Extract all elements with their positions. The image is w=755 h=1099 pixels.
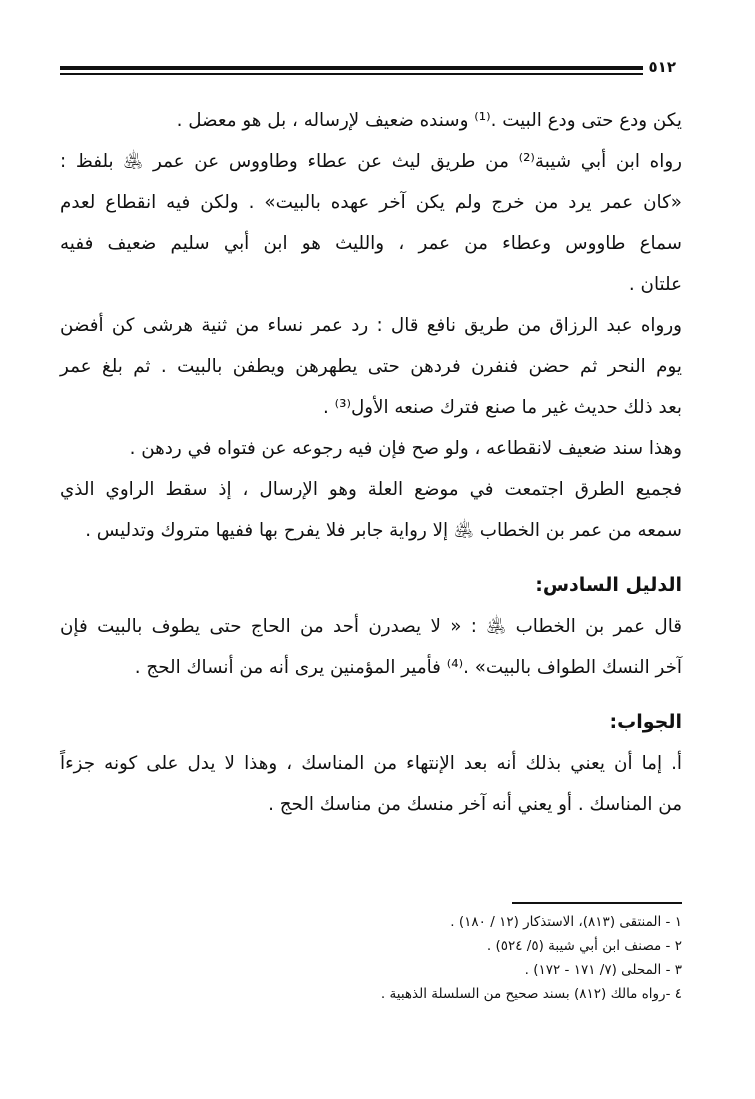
text-line: آخر النسك الطواف بالبيت» .⁽⁴⁾ فأمير المؤمنين يرى أنه من أنساك الحج . — [134, 657, 682, 678]
footnote: ١ - المنتقى (٨١٣)، الاستذكار (١٢ / ١٨٠) . — [450, 913, 682, 930]
text-line: من المناسك . أو يعني أنه آخر منسك من مناسك الحج . — [268, 794, 682, 815]
page-header — [60, 60, 682, 78]
text-line: علتان . — [628, 274, 682, 295]
text-line: ورواه عبد الرزاق من طريق نافع قال : رد عمر نساء من ثنية هرشى كن أفضن — [60, 315, 682, 336]
header-rule-thin — [60, 73, 682, 75]
section-heading: الدليل السادس: — [535, 574, 682, 596]
text-line: سمعه من عمر بن الخطاب ﵁ إلا رواية جابر فلا يفرح بها ففيها متروك وتدليس . — [85, 520, 682, 541]
text-line: بعد ذلك حديث غير ما صنع فترك صنعه الأول⁽³⁾ . — [323, 397, 682, 418]
text-line: سماع طاووس وعطاء من عمر ، والليث هو ابن أبي سليم ضعيف ففيه — [60, 233, 682, 254]
page-number: ٥١٢ — [643, 58, 682, 76]
footnote: ٢ - مصنف ابن أبي شيبة (٥/ ٥٢٤) . — [486, 937, 682, 954]
header-rule-thick — [60, 66, 682, 70]
text-line: يوم النحر ثم حضن فنفرن فردهن حتى يطهرهن ويطفن بالبيت . ثم بلغ عمر — [60, 356, 682, 377]
text-line: رواه ابن أبي شيبة⁽²⁾ من طريق ليث عن عطاء وطاووس عن عمر ﵁ بلفظ : — [60, 151, 682, 172]
text-line: يكن ودع حتى ودع البيت .⁽¹⁾ وسنده ضعيف لإرساله ، بل هو معضل . — [176, 110, 682, 131]
text-line: «كان عمر يرد من خرج ولم يكن آخر عهده بالبيت» . ولكن فيه انقطاع لعدم — [60, 192, 682, 213]
section-heading: الجواب: — [609, 711, 682, 733]
footnote-rule — [512, 902, 682, 904]
footnote: ٣ - المحلى (٧/ ١٧١ - ١٧٢) . — [524, 961, 682, 978]
main-text — [60, 100, 682, 825]
footnotes — [60, 902, 682, 1006]
text-line: وهذا سند ضعيف لانقطاعه ، ولو صح فإن فيه رجوعه عن فتواه في ردهن . — [129, 438, 682, 459]
text-line: أ. إما أن يعني بذلك أنه بعد الإنتهاء من المناسك ، وهذا لا يدل على كونه جزءاً — [60, 753, 682, 774]
text-line: فجميع الطرق اجتمعت في موضع العلة وهو الإرسال ، إذ سقط الراوي الذي — [60, 479, 682, 500]
text-line: قال عمر بن الخطاب ﵁ : « لا يصدرن أحد من الحاج حتى يطوف بالبيت فإن — [60, 616, 682, 637]
footnote: ٤ -رواه مالك (٨١٢) بسند صحيح من السلسلة الذهبية . — [380, 985, 682, 1002]
